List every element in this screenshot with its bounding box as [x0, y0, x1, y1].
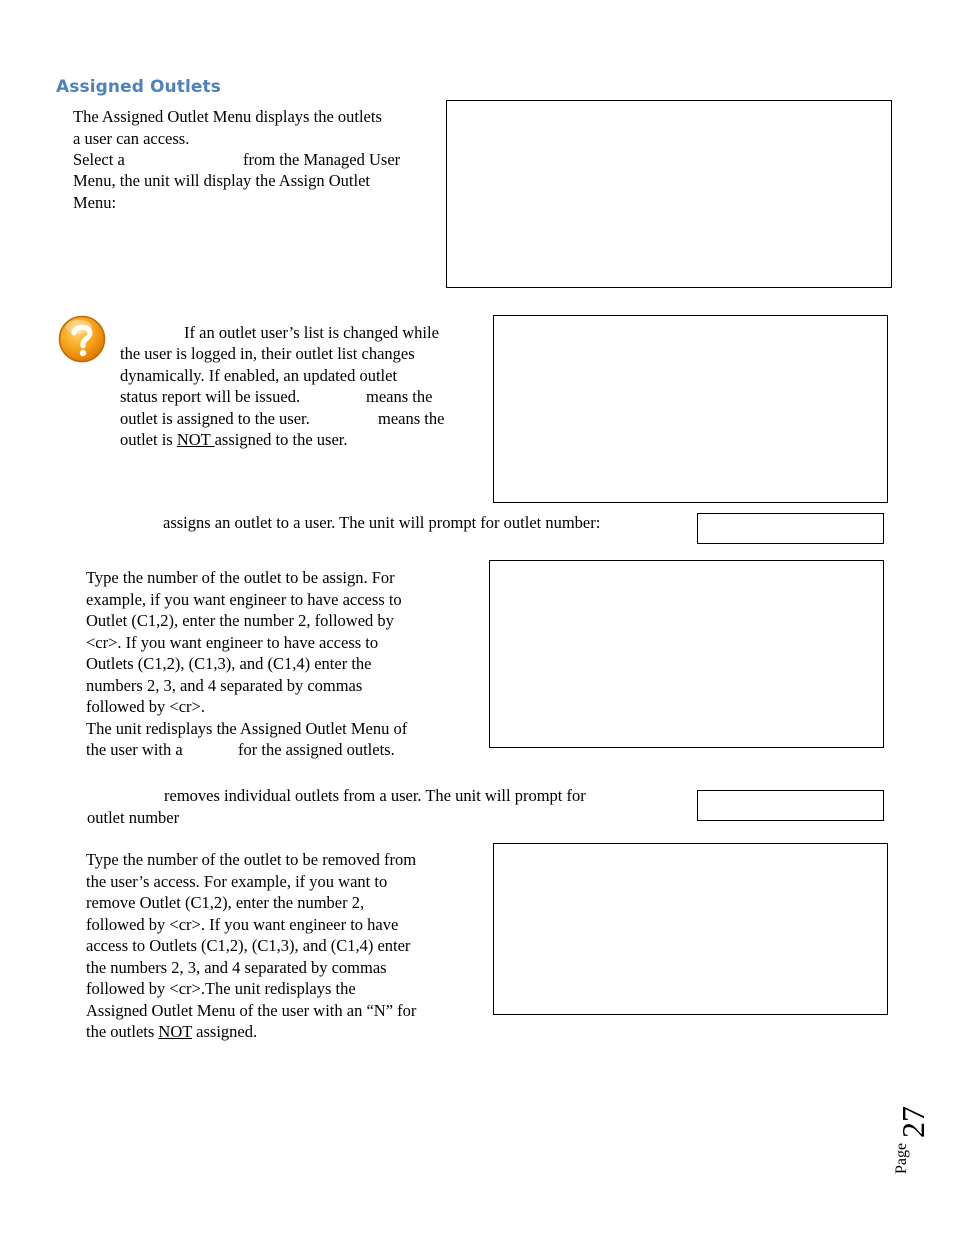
remove-line-5: access to Outlets (C1,2), (C1,3), and (C1,4) enter	[86, 936, 411, 955]
page-number-value: 27	[895, 1106, 931, 1138]
section-heading: Assigned Outlets	[56, 77, 221, 97]
assign-line-5: Outlets (C1,2), (C1,3), and (C1,4) enter the	[86, 654, 372, 673]
note-line-6b: assigned to the user.	[214, 430, 348, 449]
remove-line-1: Type the number of the outlet to be removed from	[86, 850, 417, 869]
remove-line-7: followed by <cr>.The unit redisplays the	[86, 979, 356, 998]
remove-result-screenshot	[493, 843, 888, 1015]
note-line-3: dynamically. If enabled, an updated outlet	[120, 366, 398, 385]
page-label: Page	[893, 1142, 910, 1174]
outlet-status-screenshot	[493, 315, 888, 503]
remove-prompt-screenshot	[697, 790, 884, 821]
intro-line-3b: from the Managed User	[243, 150, 401, 169]
remove-line-8: Assigned Outlet Menu of the user with an “N” for	[86, 1001, 417, 1020]
assign-prompt-line: assigns an outlet to a user. The unit will prompt for outlet number:	[163, 513, 601, 532]
assign-result-screenshot	[489, 560, 884, 748]
note-line-4b: means the	[366, 387, 433, 406]
assign-line-4: <cr>. If you want engineer to have access to	[86, 633, 379, 652]
note-line-1: If an outlet user’s list is changed while	[184, 323, 439, 342]
remove-line-6: the numbers 2, 3, and 4 separated by commas	[86, 958, 387, 977]
assigned-outlet-menu-screenshot	[446, 100, 892, 288]
remove-not-emphasis: NOT	[158, 1022, 193, 1041]
intro-line-3a: Select a	[73, 150, 125, 169]
assign-line-9a: the user with a	[86, 740, 183, 759]
assign-line-1: Type the number of the outlet to be assign. For	[86, 568, 395, 587]
assign-line-8: The unit redisplays the Assigned Outlet Menu of	[86, 719, 408, 738]
intro-line-4: Menu, the unit will display the Assign Outlet	[73, 171, 370, 190]
remove-prompt-line-1: removes individual outlets from a user. The unit will prompt for	[164, 786, 586, 805]
intro-line-5: Menu:	[73, 193, 117, 212]
question-icon	[57, 314, 107, 364]
remove-line-9a: the outlets	[86, 1022, 159, 1041]
remove-line-9	[86, 1021, 257, 1043]
note-line-6a: outlet is	[120, 430, 173, 449]
note-line-2: the user is logged in, their outlet list changes	[120, 344, 415, 363]
note-line-5a: outlet is assigned to the user.	[120, 409, 310, 428]
note-not-emphasis: NOT	[176, 430, 215, 449]
remove-line-2: the user’s access. For example, if you want to	[86, 872, 388, 891]
page-number	[893, 1100, 943, 1180]
note-line-5b: means the	[378, 409, 445, 428]
note-line-4a: status report will be issued.	[120, 387, 301, 406]
assign-line-3: Outlet (C1,2), enter the number 2, followed by	[86, 611, 394, 630]
assign-line-6: numbers 2, 3, and 4 separated by commas	[86, 676, 363, 695]
remove-line-3: remove Outlet (C1,2), enter the number 2,	[86, 893, 365, 912]
assign-line-9b: for the assigned outlets.	[238, 740, 395, 759]
remove-line-9b: assigned.	[192, 1022, 258, 1041]
intro-line-1: The Assigned Outlet Menu displays the outlets	[73, 107, 382, 126]
intro-line-2: a user can access.	[73, 129, 190, 148]
assign-prompt-screenshot	[697, 513, 884, 544]
note-line-6	[120, 429, 348, 451]
remove-prompt-line-2: outlet number	[87, 808, 180, 827]
remove-line-4: followed by <cr>. If you want engineer to have	[86, 915, 399, 934]
assign-line-2: example, if you want engineer to have access to	[86, 590, 402, 609]
assign-line-7: followed by <cr>.	[86, 697, 205, 716]
